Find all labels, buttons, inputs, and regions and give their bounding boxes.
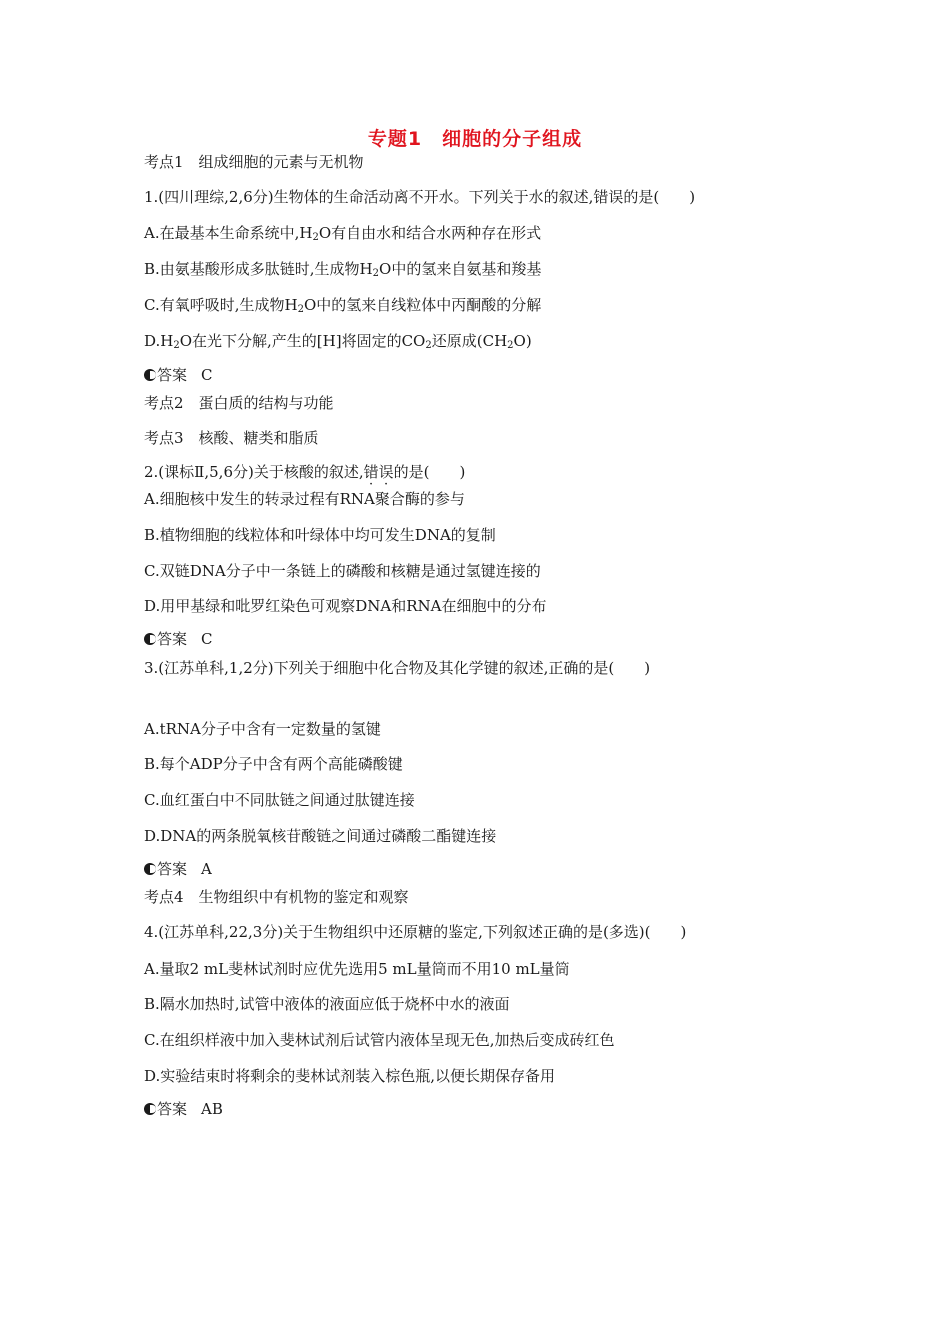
question-3-option-b: B.每个ADP分子中含有两个高能磷酸键 <box>144 755 403 773</box>
question-1-option-c <box>144 294 541 316</box>
question-1-option-a <box>144 222 541 244</box>
option-text: B.由氨基酸形成多肽链时,生成物H <box>144 260 373 278</box>
subscript: 2 <box>173 340 180 351</box>
stem-text: 2.(课标Ⅱ,5,6分)关于核酸的叙述, <box>144 463 364 481</box>
answer-label: 答案 <box>157 630 188 648</box>
option-text: O中的氢来自线粒体中丙酮酸的分解 <box>303 296 542 314</box>
question-4-answer <box>144 1098 223 1120</box>
answer-label: 答案 <box>157 860 188 878</box>
question-4-stem: 4.(江苏单科,22,3分)关于生物组织中还原糖的鉴定,下列叙述正确的是(多选)( ) <box>144 923 687 941</box>
subscript: 2 <box>425 340 432 351</box>
option-text: D.H <box>144 332 174 350</box>
question-3-stem: 3.(江苏单科,1,2分)下列关于细胞中化合物及其化学键的叙述,正确的是( ) <box>144 659 651 677</box>
subscript: 2 <box>312 232 319 243</box>
subscript: 2 <box>372 268 380 279</box>
answer-label: 答案 <box>157 366 188 384</box>
subscript: 2 <box>297 304 304 315</box>
answer-marker-icon <box>144 633 156 645</box>
answer-value: AB <box>201 1100 223 1118</box>
section-heading-1: 考点1 组成细胞的元素与无机物 <box>144 153 364 171</box>
question-2-stem <box>144 461 465 483</box>
option-text: O在光下分解,产生的[H]将固定的CO <box>179 332 426 350</box>
question-1-stem: 1.(四川理综,2,6分)生物体的生命活动离不开水。下列关于水的叙述,错误的是( ) <box>144 188 696 206</box>
question-3-option-a: A.tRNA分子中含有一定数量的氢键 <box>144 720 381 738</box>
option-text: 还原成(CH <box>431 332 508 350</box>
question-4-option-d: D.实验结束时将剩余的斐林试剂装入棕色瓶,以便长期保存备用 <box>144 1067 556 1085</box>
answer-label: 答案 <box>157 1100 188 1118</box>
question-2-answer <box>144 628 213 650</box>
question-2-option-b: B.植物细胞的线粒体和叶绿体中均可发生DNA的复制 <box>144 526 496 544</box>
question-1-option-d <box>144 330 532 352</box>
option-text: O中的氢来自氨基和羧基 <box>379 260 542 278</box>
stem-text: 的是( ) <box>393 463 466 481</box>
question-2-option-d: D.用甲基绿和吡罗红染色可观察DNA和RNA在细胞中的分布 <box>144 597 547 615</box>
emphasized-char: 错 <box>363 463 379 481</box>
section-heading-2: 考点2 蛋白质的结构与功能 <box>144 394 334 412</box>
page-title: 专题1 细胞的分子组成 <box>367 128 583 150</box>
question-4-option-a: A.量取2 mL斐林试剂时应优先选用5 mL量筒而不用10 mL量筒 <box>144 960 570 978</box>
option-text: O) <box>513 332 532 350</box>
answer-marker-icon <box>144 369 156 381</box>
question-2-option-c: C.双链DNA分子中一条链上的磷酸和核糖是通过氢键连接的 <box>144 562 541 580</box>
question-1-option-b <box>144 258 541 280</box>
emphasized-char: 误 <box>378 463 394 481</box>
question-4-option-b: B.隔水加热时,试管中液体的液面应低于烧杯中水的液面 <box>144 995 510 1013</box>
section-heading-4: 考点4 生物组织中有机物的鉴定和观察 <box>144 888 409 906</box>
section-heading-3: 考点3 核酸、糖类和脂质 <box>144 429 319 447</box>
question-3-option-d: D.DNA的两条脱氧核苷酸链之间通过磷酸二酯键连接 <box>144 827 497 845</box>
subscript: 2 <box>507 340 514 351</box>
question-1-answer <box>144 364 213 386</box>
answer-value: C <box>201 630 213 648</box>
question-3-option-c: C.血红蛋白中不同肽链之间通过肽键连接 <box>144 791 415 809</box>
question-2-option-a: A.细胞核中发生的转录过程有RNA聚合酶的参与 <box>144 490 465 508</box>
option-text: O有自由水和结合水两种存在形式 <box>318 224 542 242</box>
answer-marker-icon <box>144 863 156 875</box>
answer-value: C <box>201 366 213 384</box>
answer-value: A <box>201 860 212 878</box>
option-text: C.有氧呼吸时,生成物H <box>144 296 298 314</box>
answer-marker-icon <box>144 1103 156 1115</box>
option-text: A.在最基本生命系统中,H <box>144 224 313 242</box>
question-4-option-c: C.在组织样液中加入斐林试剂后试管内液体呈现无色,加热后变成砖红色 <box>144 1031 615 1049</box>
question-3-answer <box>144 858 212 880</box>
